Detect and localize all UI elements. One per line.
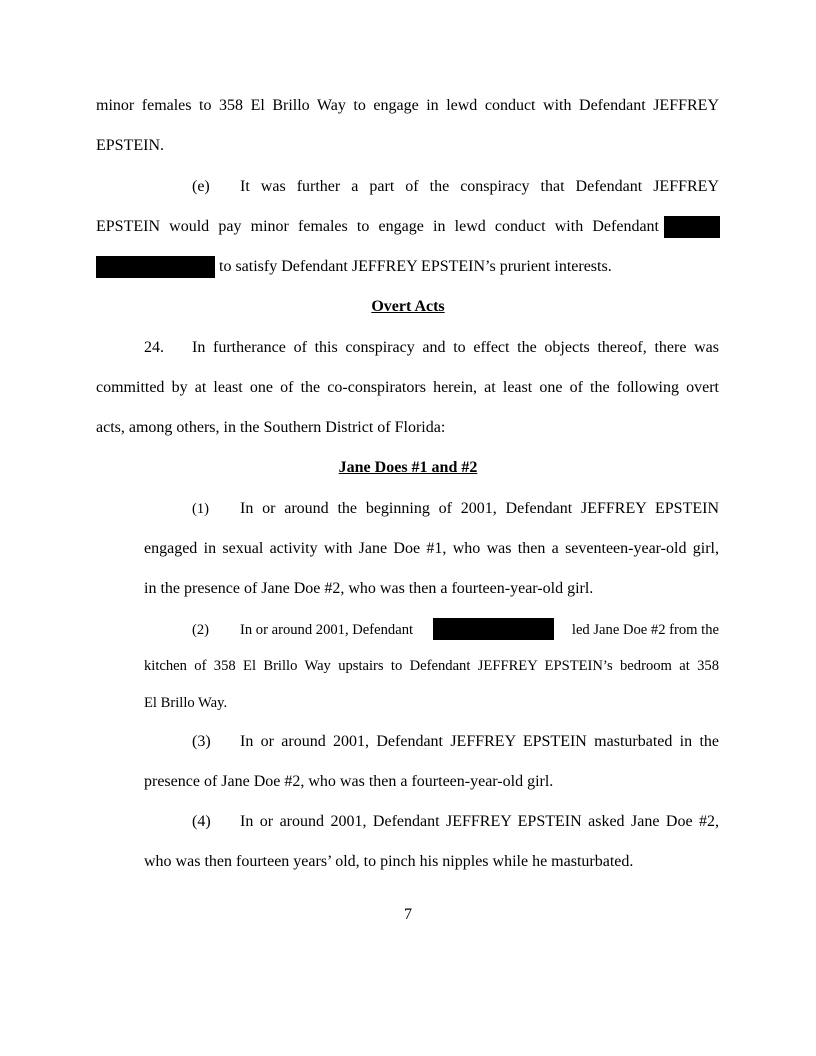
body-line: led Jane Doe #2 from the [571,622,719,638]
body-line: committed by at least one of the co-conspirators herein, at least one of the following overt [96,379,719,396]
body-line: In furtherance of this conspiracy and to effect the objects thereof, there was [192,339,719,356]
act-label: (4) [192,813,211,830]
body-line: EPSTEIN. [96,137,164,154]
body-line: In or around 2001, Defendant JEFFREY EPSTEIN asked Jane Doe #2, [240,813,719,830]
page-number: 7 [404,906,412,923]
act-label: (2) [192,622,210,638]
body-line: presence of Jane Doe #2, who was then a fourteen-year-old girl. [144,773,554,790]
body-line: In or around 2001, Defendant JEFFREY EPSTEIN masturbated in the [240,733,719,750]
body-line: kitchen of 358 El Brillo Way upstairs to Defendant JEFFREY EPSTEIN’s bedroom at 358 [144,658,719,674]
body-line: minor females to 358 El Brillo Way to engage in lewd conduct with Defendant JEFFREY [96,97,719,114]
section-heading-overt-acts: Overt Acts [371,298,445,315]
body-line: EPSTEIN would pay minor females to engage in lewd conduct with Defendant [96,218,659,235]
body-line: acts, among others, in the Southern District of Florida: [96,419,446,436]
subparagraph-label: (e) [192,178,210,195]
body-line: In or around 2001, Defendant [240,622,414,638]
body-line: to satisfy Defendant JEFFREY EPSTEIN’s prurient interests. [219,258,612,275]
act-label: (1) [192,501,210,517]
paragraph-number: 24. [144,339,164,356]
body-line: It was further a part of the conspiracy that Defendant JEFFREY [240,178,719,195]
body-line: in the presence of Jane Doe #2, who was then a fourteen-year-old girl. [144,580,594,597]
body-line: who was then fourteen years’ old, to pinch his nipples while he masturbated. [144,853,634,870]
section-heading-jane-does: Jane Does #1 and #2 [338,459,478,476]
redaction-block [96,256,215,278]
body-line: El Brillo Way. [144,695,228,711]
body-line: In or around the beginning of 2001, Defendant JEFFREY EPSTEIN [240,500,719,517]
redaction-block [664,216,720,238]
act-label: (3) [192,733,211,750]
body-line: engaged in sexual activity with Jane Doe #1, who was then a seventeen-year-old girl, [144,540,719,557]
redaction-block [433,618,554,640]
